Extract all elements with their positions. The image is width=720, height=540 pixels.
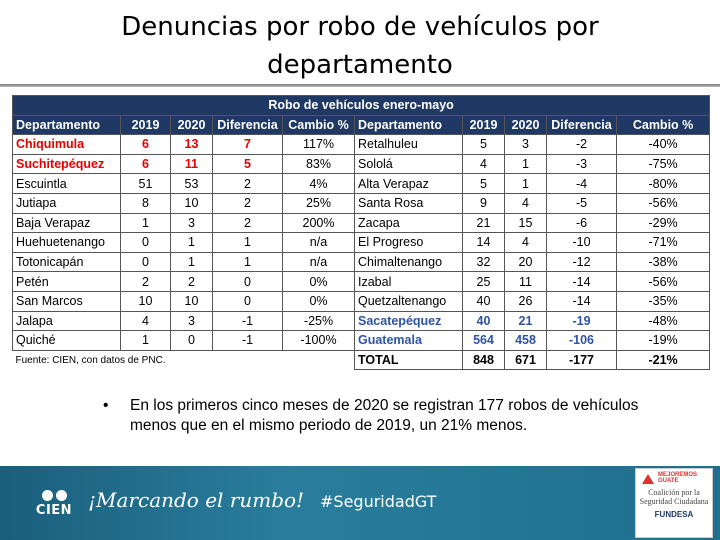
cell-dept: Jalapa: [13, 311, 121, 331]
cell-diff: -2: [547, 135, 617, 155]
cell-diff: -12: [547, 252, 617, 272]
vehicle-theft-table: [12, 95, 710, 370]
cell-change: -29%: [617, 213, 710, 233]
cell-dept: Chimaltenango: [355, 252, 463, 272]
cien-logo: [33, 484, 75, 524]
cell-dept: Escuintla: [13, 174, 121, 194]
cell-diff: -5: [547, 193, 617, 213]
cell-change: -35%: [617, 291, 710, 311]
cell-2020: 1: [505, 174, 547, 194]
cell-change: -100%: [283, 331, 355, 351]
cell-dept: Retalhuleu: [355, 135, 463, 155]
cell-diff: 0: [213, 272, 283, 292]
cell-2020: 10: [171, 193, 213, 213]
cell-diff: -14: [547, 291, 617, 311]
cell-2019: 1: [121, 213, 171, 233]
cell-dept: El Progreso: [355, 233, 463, 253]
summary-text: En los primeros cinco meses de 2020 se registran 177 robos de vehículos menos que en el mismo periodo de 2019, un 21% menos.: [130, 397, 639, 434]
cell-2020: 3: [171, 311, 213, 331]
cell-2019: 40: [463, 311, 505, 331]
total-change: -21%: [617, 350, 710, 370]
cell-dept: Jutiapa: [13, 193, 121, 213]
cell-2019: 8: [121, 193, 171, 213]
cell-change: n/a: [283, 252, 355, 272]
header-cambio-left: Cambio %: [283, 115, 355, 135]
table-row: [13, 252, 710, 272]
partner-org: FUNDESA: [654, 510, 694, 519]
cell-change: -75%: [617, 154, 710, 174]
cell-change: -56%: [617, 272, 710, 292]
cell-2019: 6: [121, 135, 171, 155]
total-2019: 848: [463, 350, 505, 370]
table-header-row: [13, 115, 710, 135]
total-2020: 671: [505, 350, 547, 370]
total-diff: -177: [547, 350, 617, 370]
cell-diff: 0: [213, 291, 283, 311]
cell-2019: 564: [463, 331, 505, 351]
cell-dept: Zacapa: [355, 213, 463, 233]
table-band-title: Robo de vehículos enero-mayo: [13, 96, 710, 116]
cell-change: -19%: [617, 331, 710, 351]
table-row: [13, 174, 710, 194]
cell-dept: Alta Verapaz: [355, 174, 463, 194]
cell-2020: 53: [171, 174, 213, 194]
cell-2020: 1: [171, 233, 213, 253]
table-row: [13, 193, 710, 213]
cell-2020: 13: [171, 135, 213, 155]
cell-dept: Totonicapán: [13, 252, 121, 272]
cell-2020: 458: [505, 331, 547, 351]
cell-diff: -19: [547, 311, 617, 331]
cell-change: 0%: [283, 291, 355, 311]
cell-2020: 4: [505, 233, 547, 253]
header-2019-right: 2019: [463, 115, 505, 135]
cell-diff: -10: [547, 233, 617, 253]
cell-change: 0%: [283, 272, 355, 292]
cell-diff: -6: [547, 213, 617, 233]
header-departamento-right: Departamento: [355, 115, 463, 135]
partner-name: Coalición por la Seguridad Ciudadana: [639, 488, 709, 506]
header-departamento-left: Departamento: [13, 115, 121, 135]
cell-dept: Izabal: [355, 272, 463, 292]
cell-2020: 21: [505, 311, 547, 331]
cell-2019: 1: [121, 331, 171, 351]
cell-change: -80%: [617, 174, 710, 194]
cell-diff: 1: [213, 252, 283, 272]
cell-dept: Santa Rosa: [355, 193, 463, 213]
cell-diff: 2: [213, 174, 283, 194]
cell-dept: Quetzaltenango: [355, 291, 463, 311]
cell-dept: Chiquimula: [13, 135, 121, 155]
table-row: [13, 213, 710, 233]
header-2019-left: 2019: [121, 115, 171, 135]
cell-2020: 1: [171, 252, 213, 272]
cell-2019: 51: [121, 174, 171, 194]
cien-logo-text: CIEN: [35, 503, 73, 518]
cell-2019: 40: [463, 291, 505, 311]
cell-2019: 5: [463, 135, 505, 155]
table-row: [13, 311, 710, 331]
cell-2020: 11: [171, 154, 213, 174]
partner-triangle-icon: [642, 474, 654, 484]
cell-change: -40%: [617, 135, 710, 155]
cell-2019: 14: [463, 233, 505, 253]
cell-change: 83%: [283, 154, 355, 174]
cell-change: -56%: [617, 193, 710, 213]
cell-2020: 26: [505, 291, 547, 311]
footer-slogan: ¡Marcando el rumbo!: [88, 488, 305, 512]
table-row: [13, 233, 710, 253]
cell-2019: 0: [121, 252, 171, 272]
cell-dept: Quiché: [13, 331, 121, 351]
table-row: [13, 291, 710, 311]
cell-diff: -1: [213, 311, 283, 331]
footer-hashtag: #SeguridadGT: [320, 492, 437, 511]
cell-diff: 7: [213, 135, 283, 155]
cell-2019: 25: [463, 272, 505, 292]
cell-2019: 4: [463, 154, 505, 174]
cell-diff: 2: [213, 213, 283, 233]
cell-diff: 1: [213, 233, 283, 253]
cell-2020: 3: [171, 213, 213, 233]
cell-diff: 2: [213, 193, 283, 213]
cell-change: 200%: [283, 213, 355, 233]
cell-change: 4%: [283, 174, 355, 194]
cell-diff: -1: [213, 331, 283, 351]
table-source-note: Fuente: CIEN, con datos de PNC.: [15, 354, 166, 366]
header-diferencia-left: Diferencia: [213, 115, 283, 135]
cell-2019: 6: [121, 154, 171, 174]
cell-change: -48%: [617, 311, 710, 331]
partner-top-text: MEJOREMOS GUATE: [658, 472, 698, 484]
cell-change: n/a: [283, 233, 355, 253]
cell-2019: 2: [121, 272, 171, 292]
cell-diff: -106: [547, 331, 617, 351]
summary-bullet: [103, 396, 663, 436]
cell-2020: 4: [505, 193, 547, 213]
table-row: [13, 331, 710, 351]
cell-2019: 9: [463, 193, 505, 213]
cell-diff: -4: [547, 174, 617, 194]
cell-2020: 0: [171, 331, 213, 351]
cell-dept: Petén: [13, 272, 121, 292]
cell-change: 25%: [283, 193, 355, 213]
total-label: TOTAL: [355, 350, 463, 370]
slide-title-line2: departamento: [267, 50, 453, 80]
cell-2019: 21: [463, 213, 505, 233]
table-row: [13, 272, 710, 292]
cell-change: -25%: [283, 311, 355, 331]
cell-diff: 5: [213, 154, 283, 174]
cien-logo-dots-icon: [42, 490, 67, 501]
partner-logo: [635, 468, 713, 538]
cell-2019: 32: [463, 252, 505, 272]
cell-dept: Sacatepéquez: [355, 311, 463, 331]
bullet-icon: •: [103, 397, 109, 414]
cell-2019: 5: [463, 174, 505, 194]
slide-title: [0, 8, 720, 84]
cell-change: -71%: [617, 233, 710, 253]
cell-dept: Huehuetenango: [13, 233, 121, 253]
cell-2020: 3: [505, 135, 547, 155]
cell-dept: Sololá: [355, 154, 463, 174]
header-2020-right: 2020: [505, 115, 547, 135]
header-diferencia-right: Diferencia: [547, 115, 617, 135]
cell-2019: 4: [121, 311, 171, 331]
header-2020-left: 2020: [171, 115, 213, 135]
cell-2019: 10: [121, 291, 171, 311]
cell-dept: Suchitepéquez: [13, 154, 121, 174]
cell-dept: Guatemala: [355, 331, 463, 351]
cell-2019: 0: [121, 233, 171, 253]
table-total-row: [13, 350, 710, 370]
cell-2020: 2: [171, 272, 213, 292]
cell-change: -38%: [617, 252, 710, 272]
cell-2020: 1: [505, 154, 547, 174]
table-row: [13, 154, 710, 174]
cell-dept: San Marcos: [13, 291, 121, 311]
cell-2020: 20: [505, 252, 547, 272]
cell-change: 117%: [283, 135, 355, 155]
title-divider: [0, 84, 720, 87]
slide-title-line1: Denuncias por robo de vehículos por: [121, 12, 599, 42]
cell-2020: 11: [505, 272, 547, 292]
table-row: [13, 135, 710, 155]
cell-dept: Baja Verapaz: [13, 213, 121, 233]
cell-2020: 15: [505, 213, 547, 233]
cell-diff: -14: [547, 272, 617, 292]
header-cambio-right: Cambio %: [617, 115, 710, 135]
cell-2020: 10: [171, 291, 213, 311]
cell-diff: -3: [547, 154, 617, 174]
